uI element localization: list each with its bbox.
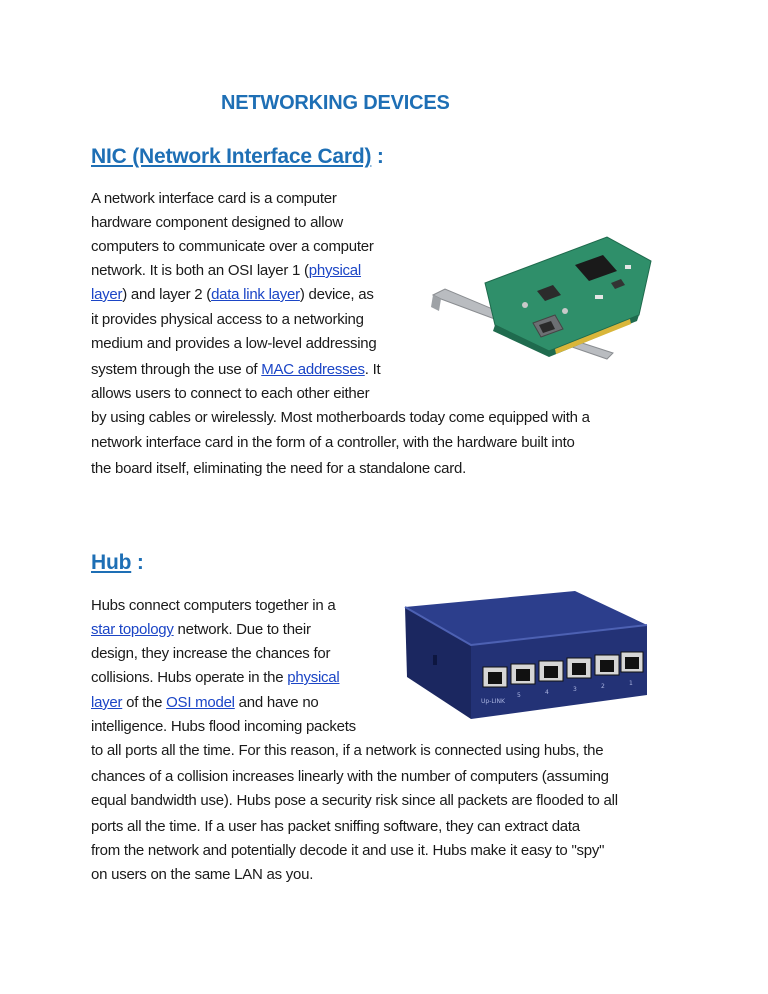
hub-line-8: chances of a collision increases linearly with the number of computers (assuming <box>91 768 609 785</box>
nic-line-5 <box>91 285 374 305</box>
hub-line-5-text-a: of the <box>122 694 167 711</box>
hub-heading <box>91 551 144 575</box>
hub-line-5 <box>91 693 319 713</box>
nic-line-1: A network interface card is a computer <box>91 190 337 207</box>
nic-line-5-text-b: ) device, as <box>299 286 374 303</box>
hub-line-4-text: collisions. Hubs operate in the <box>91 669 288 686</box>
hub-port-number: 4 <box>545 689 549 696</box>
hub-line-10: ports all the time. If a user has packet sniffing software, they can extract data <box>91 818 580 835</box>
hub-port-number: 2 <box>601 683 605 690</box>
network-hub-image <box>385 585 665 725</box>
data-link-layer-link[interactable]: data link layer <box>211 286 300 303</box>
hub-line-5-text-b: and have no <box>234 694 319 711</box>
star-topology-link[interactable]: star topology <box>91 621 174 638</box>
physical-layer-link[interactable]: layer <box>91 286 123 303</box>
nic-line-10: by using cables or wirelessly. Most motherboards today come equipped with a <box>91 409 590 426</box>
hub-line-2-text: network. Due to their <box>173 621 311 638</box>
page-title: NETWORKING DEVICES <box>221 92 450 114</box>
physical-link[interactable]: physical <box>308 262 361 279</box>
hub-uplink-label: Up-LINK <box>481 698 505 705</box>
nic-heading-text: NIC (Network Interface Card) <box>91 145 372 168</box>
network-interface-card-image <box>425 225 670 365</box>
hub-line-9: equal bandwidth use). Hubs pose a security risk since all packets are flooded to all <box>91 792 618 809</box>
nic-line-8-text-a: system through the use of <box>91 361 262 378</box>
hub-line-2 <box>91 620 311 640</box>
nic-heading <box>91 145 384 169</box>
nic-line-11: network interface card in the form of a controller, with the hardware built into <box>91 434 575 451</box>
nic-line-12: the board itself, eliminating the need for a standalone card. <box>91 460 466 477</box>
hub-physical-layer-link[interactable]: layer <box>91 694 123 711</box>
hub-port-number: 3 <box>573 686 577 693</box>
nic-line-7: medium and provides a low-level addressing <box>91 335 377 352</box>
nic-line-8-text-b: . It <box>364 361 381 378</box>
nic-line-6: it provides physical access to a networking <box>91 311 364 328</box>
mac-addresses-link[interactable]: MAC addresses <box>261 361 365 378</box>
nic-line-9: allows users to connect to each other either <box>91 385 370 402</box>
hub-line-6: intelligence. Hubs flood incoming packets <box>91 718 356 735</box>
nic-line-8 <box>91 360 380 380</box>
hub-line-4 <box>91 668 339 688</box>
hub-heading-colon: : <box>131 551 144 574</box>
nic-line-3: computers to communicate over a computer <box>91 238 374 255</box>
osi-model-link[interactable]: OSI model <box>166 694 235 711</box>
hub-heading-text: Hub <box>91 551 132 574</box>
hub-line-12: on users on the same LAN as you. <box>91 866 314 883</box>
hub-physical-link[interactable]: physical <box>287 669 340 686</box>
nic-line-5-text-a: ) and layer 2 ( <box>122 286 212 303</box>
hub-line-1: Hubs connect computers together in a <box>91 597 336 614</box>
hub-line-11: from the network and potentially decode it and use it. Hubs make it easy to "spy" <box>91 842 605 859</box>
hub-line-3: design, they increase the chances for <box>91 645 331 662</box>
hub-line-7: to all ports all the time. For this reason, if a network is connected using hubs, the <box>91 742 604 759</box>
nic-line-2: hardware component designed to allow <box>91 214 343 231</box>
nic-line-4-text: network. It is both an OSI layer 1 ( <box>91 262 309 279</box>
hub-port-number: 1 <box>629 680 633 687</box>
nic-heading-colon: : <box>371 145 384 168</box>
nic-line-4 <box>91 261 361 281</box>
hub-port-number: 5 <box>517 692 521 699</box>
